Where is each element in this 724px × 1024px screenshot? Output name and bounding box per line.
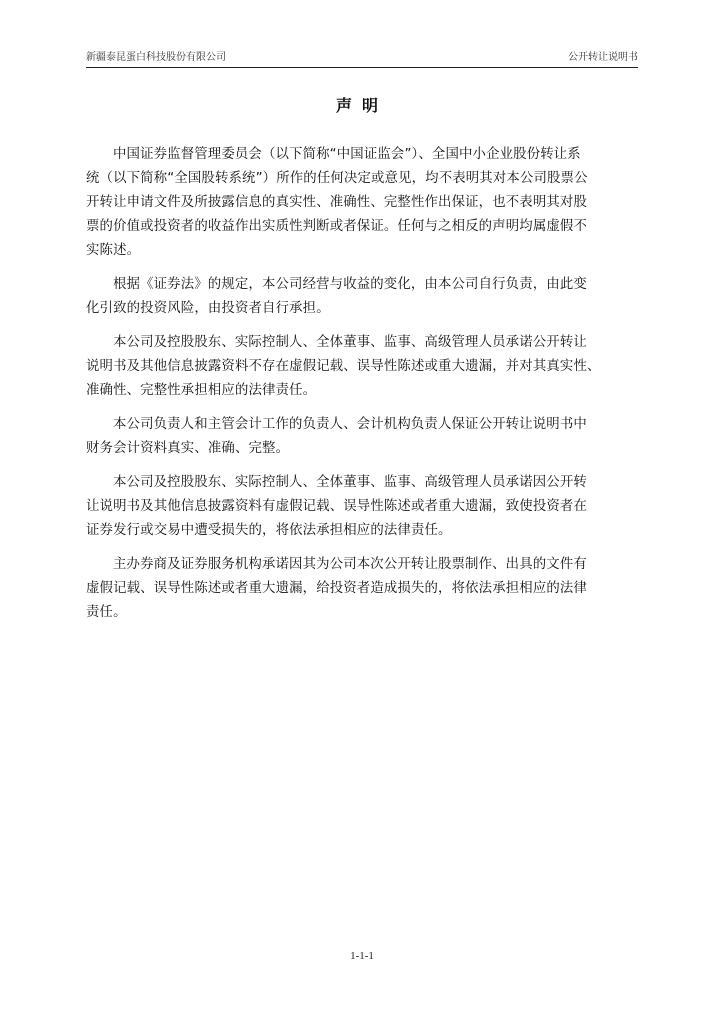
page-number: 1-1-1 [350, 950, 374, 962]
paragraph-securities-law: 根据《证券法》的规定，本公司经营与收益的变化，由本公司自行负责，由此变 化引致的投资风险，由投资者自行承担。 [86, 277, 587, 316]
paragraph-liability-commitment: 本公司及控股股东、实际控制人、全体董事、监事、高级管理人员承诺因公开转 让说明书及其他信息披露资料有虚假记载、误导性陈述或者重大遗漏，致使投资者在 证券发行或交易中遭受损失的，将依法承担相应的法律责任。 [86, 475, 588, 538]
header-document-type: 公开转让说明书 [568, 52, 638, 63]
paragraph-management-commitment: 本公司及控股股东、实际控制人、全体董事、监事、高级管理人员承诺公开转让 说明书及其他信息披露资料不存在虚假记载、误导性陈述或重大遗漏，并对其真实性、 准确性、完整性承担相应的法律责任。 [86, 335, 601, 398]
paragraph-broker-commitment: 主办券商及证券服务机构承诺因其为公司本次公开转让股票制作、出具的文件有 虚假记载、误导性陈述或者重大遗漏，给投资者造成损失的，将依法承担相应的法律 责任。 [86, 557, 588, 620]
header-company-name: 新疆泰昆蛋白科技股份有限公司 [86, 52, 226, 63]
page-header [86, 50, 638, 66]
paragraph-csrc-disclaimer: 中国证券监督管理委员会（以下简称“中国证监会”）、全国中小企业股份转让系 统（以下简称“全国股转系统”）所作的任何决定或意见，均不表明其对本公司股票公 开转让申请文件及所披露信息的真实性、准确性、完整性作出保证，也不表明其对股 票的价值或投资者的收益作出实质性判断或者保证。任何与之相反的声明均属虚假不 实陈述。 [86, 147, 588, 258]
header-divider [86, 67, 638, 68]
paragraph-financial-guarantee: 本公司负责人和主管会计工作的负责人、会计机构负责人保证公开转让说明书中 财务会计资料真实、准确、完整。 [86, 417, 587, 456]
page-title: 声明 [335, 96, 388, 115]
declaration-body [86, 143, 642, 635]
